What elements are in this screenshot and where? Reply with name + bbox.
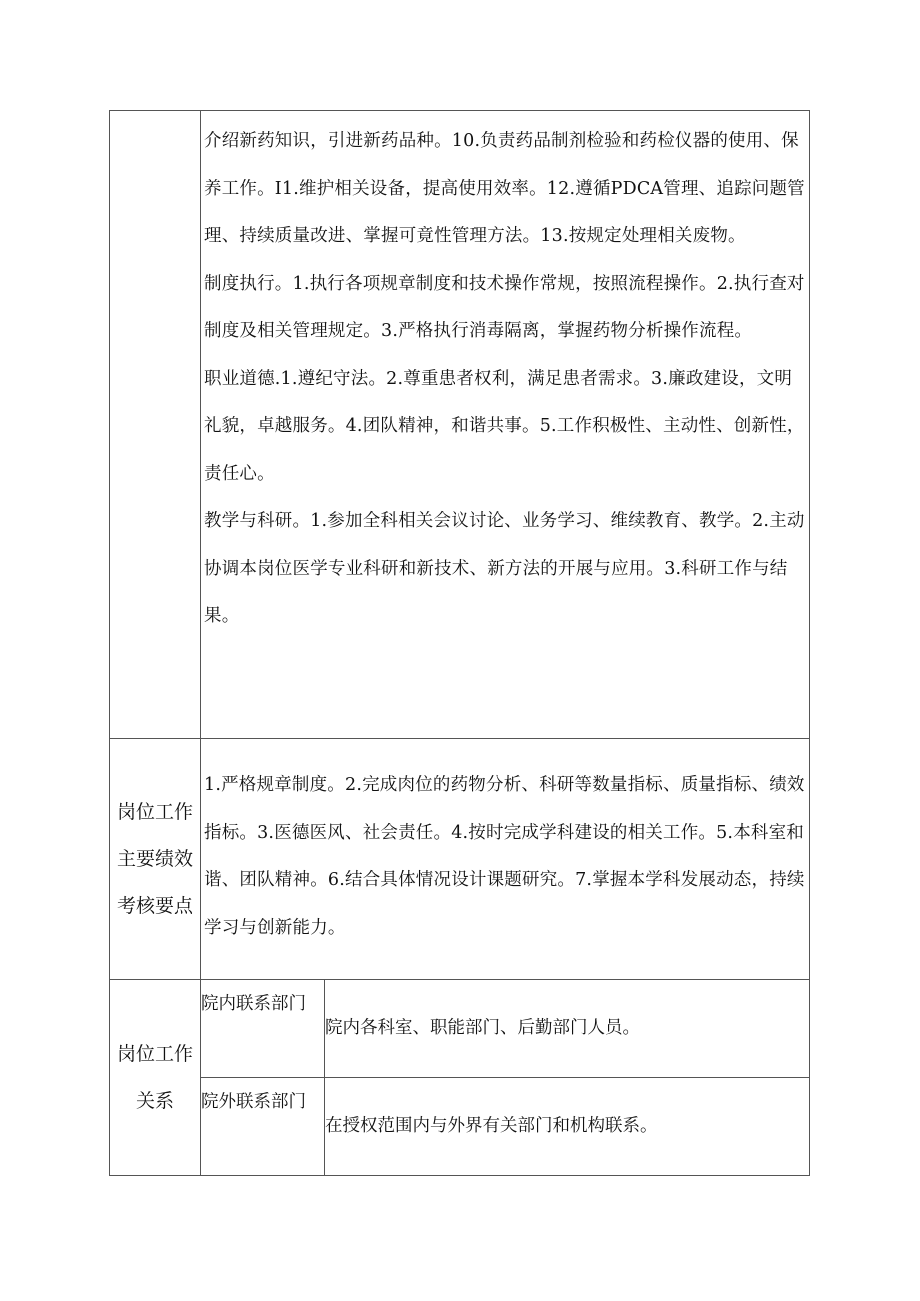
external-contact-value: 在授权范围内与外界有关部门和机构联系。 bbox=[325, 1078, 810, 1176]
professional-ethics-paragraph: 职业道德.1.遵纪守法。2.尊重患者权利，满足患者需求。3.廉政建设，文明礼貌，卓越服务。4.团队精神，和谐共事。5.工作积极性、主动性、创新性，责任心。 bbox=[204, 368, 805, 484]
performance-content-cell bbox=[201, 739, 810, 980]
duties-content-cell bbox=[201, 111, 810, 739]
job-description-table bbox=[109, 110, 810, 1176]
external-contact-label: 院外联系部门 bbox=[201, 1078, 325, 1176]
external-relation-row bbox=[110, 1078, 810, 1176]
teaching-research-paragraph: 教学与科研。1.参加全科相关会议讨论、业务学习、维续教育、教学。2.主动协调本岗位医学专业科研和新技术、新方法的开展与应用。3.科研工作与结果。 bbox=[204, 511, 805, 626]
duties-paragraph: 介绍新药知识，引进新药品种。10.负责药品制剂检验和药检仪器的使用、保养工作。I1.维护相关设备，提高使用效率。12.遵循PDCA管理、追踪问题管理、持续质量改进、掌握可竟性管理方法。13.按规定处理相关废物。 bbox=[204, 131, 805, 246]
internal-relation-row bbox=[110, 980, 810, 1078]
internal-contact-label: 院内联系部门 bbox=[201, 980, 325, 1078]
system-execution-paragraph: 制度执行。1.执行各项规章制度和技术操作常规，按照流程操作。2.执行查对制度及相关管理规定。3.严格执行消毒隔离，掌握药物分析操作流程。 bbox=[204, 273, 805, 341]
internal-contact-value: 院内各科室、职能部门、后勤部门人员。 bbox=[325, 980, 810, 1078]
performance-row bbox=[110, 739, 810, 980]
performance-text: 1.严格规章制度。2.完成肉位的药物分析、科研等数量指标、质量指标、绩效指标。3.医德医风、社会责任。4.按时完成学科建设的相关工作。5.本科室和谐、团队精神。6.结合具体情况设计课题研究。7.掌握本学科发展动态，持续学习与创新能力。 bbox=[204, 775, 805, 938]
duties-row bbox=[110, 111, 810, 739]
relations-label: 岗位工作关系 bbox=[110, 980, 201, 1176]
performance-label: 岗位工作主要绩效考核要点 bbox=[110, 739, 201, 980]
duties-label-cell bbox=[110, 111, 201, 739]
